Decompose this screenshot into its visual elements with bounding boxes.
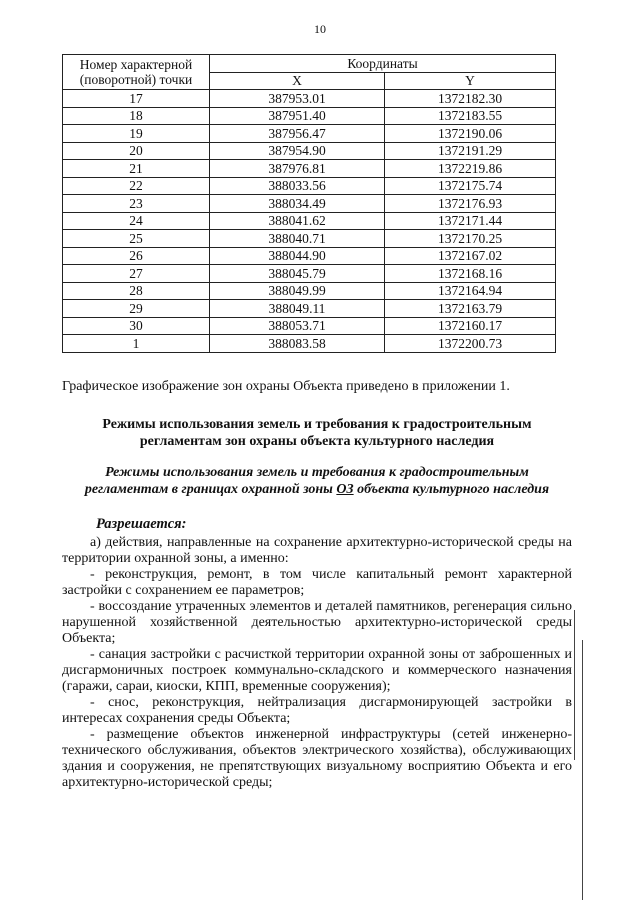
zone-code: ОЗ <box>336 482 354 497</box>
x-coordinate-cell: 388083.58 <box>210 335 385 353</box>
scan-margin-line <box>582 640 583 900</box>
point-number-cell: 18 <box>63 107 210 125</box>
point-number-cell: 30 <box>63 317 210 335</box>
x-coordinate-cell: 387976.81 <box>210 160 385 178</box>
table-row <box>63 282 556 300</box>
paragraph: а) действия, направленные на сохранение архитектурно-исторической среды на территории охранной зоны, а именно: <box>62 535 572 566</box>
section-heading: Режимы использования земель и требования к градостроительным регламентам зон охраны объекта культурного наследия <box>102 417 532 449</box>
y-coordinate-cell: 1372176.93 <box>385 195 556 213</box>
header-x: X <box>210 72 385 90</box>
table-row <box>63 125 556 143</box>
point-number-cell: 29 <box>63 300 210 318</box>
table-row <box>63 317 556 335</box>
y-coordinate-cell: 1372170.25 <box>385 230 556 248</box>
y-coordinate-cell: 1372219.86 <box>385 160 556 178</box>
x-coordinate-cell: 387956.47 <box>210 125 385 143</box>
table-row <box>63 177 556 195</box>
appendix-caption: Графическое изображение зон охраны Объекта приведено в приложении 1. <box>62 379 510 394</box>
y-coordinate-cell: 1372168.16 <box>385 265 556 283</box>
point-number-cell: 19 <box>63 125 210 143</box>
y-coordinate-cell: 1372182.30 <box>385 90 556 108</box>
allowed-list <box>62 535 572 791</box>
page-number: 10 <box>314 22 326 36</box>
point-number-cell: 20 <box>63 142 210 160</box>
table-row <box>63 107 556 125</box>
x-coordinate-cell: 388044.90 <box>210 247 385 265</box>
point-number-cell: 27 <box>63 265 210 283</box>
x-coordinate-cell: 387953.01 <box>210 90 385 108</box>
x-coordinate-cell: 388040.71 <box>210 230 385 248</box>
y-coordinate-cell: 1372160.17 <box>385 317 556 335</box>
y-coordinate-cell: 1372200.73 <box>385 335 556 353</box>
table-row <box>63 300 556 318</box>
table-row <box>63 335 556 353</box>
point-number-cell: 17 <box>63 90 210 108</box>
table-row <box>63 230 556 248</box>
y-coordinate-cell: 1372167.02 <box>385 247 556 265</box>
subsection-heading-text: Режимы использования земель и требования к градостроительным регламентам в границах охранной зоны <box>84 465 529 497</box>
x-coordinate-cell: 388045.79 <box>210 265 385 283</box>
x-coordinate-cell: 388033.56 <box>210 177 385 195</box>
point-number-cell: 25 <box>63 230 210 248</box>
header-point-number: Номер характерной (поворотной) точки <box>63 55 210 90</box>
table-row <box>63 195 556 213</box>
x-coordinate-cell: 388041.62 <box>210 212 385 230</box>
table-row <box>63 247 556 265</box>
x-coordinate-cell: 388049.99 <box>210 282 385 300</box>
paragraph: - воссоздание утраченных элементов и деталей памятников, регенерация сильно нарушенной хозяйственной деятельностью архитектурно-исторической среды Объекта; <box>62 599 572 646</box>
paragraph: - размещение объектов инженерной инфраструктуры (сетей инженерно-технического обслуживания, объектов электрического хозяйства), обслуживающих здания и сооружения, не препятствующих визуальному восприятию Объекта и его архитектурно-исторической среды; <box>62 727 572 790</box>
point-number-cell: 21 <box>63 160 210 178</box>
table-row <box>63 142 556 160</box>
subsection-heading <box>62 464 572 498</box>
x-coordinate-cell: 387951.40 <box>210 107 385 125</box>
point-number-cell: 24 <box>63 212 210 230</box>
point-number-cell: 28 <box>63 282 210 300</box>
point-number-cell: 26 <box>63 247 210 265</box>
allowed-label: Разрешается: <box>96 516 187 532</box>
x-coordinate-cell: 388049.11 <box>210 300 385 318</box>
table-row <box>63 160 556 178</box>
point-number-cell: 1 <box>63 335 210 353</box>
y-coordinate-cell: 1372164.94 <box>385 282 556 300</box>
table-row <box>63 212 556 230</box>
header-y: Y <box>385 72 556 90</box>
scan-margin-line <box>574 610 575 760</box>
paragraph: - реконструкция, ремонт, в том числе капитальный ремонт характерной застройки с сохранением ее параметров; <box>62 567 572 598</box>
table-row <box>63 90 556 108</box>
y-coordinate-cell: 1372163.79 <box>385 300 556 318</box>
y-coordinate-cell: 1372175.74 <box>385 177 556 195</box>
y-coordinate-cell: 1372171.44 <box>385 212 556 230</box>
paragraph: - санация застройки с расчисткой территории охранной зоны от заброшенных и дисгармоничных построек коммунально-складского и коммерческого назначения (гаражи, сараи, киоски, КПП, временные сооружения); <box>62 647 572 694</box>
subsection-heading-tail: объекта культурного наследия <box>353 482 550 497</box>
x-coordinate-cell: 388034.49 <box>210 195 385 213</box>
y-coordinate-cell: 1372191.29 <box>385 142 556 160</box>
point-number-cell: 23 <box>63 195 210 213</box>
coordinates-table <box>62 54 556 353</box>
table-row <box>63 265 556 283</box>
y-coordinate-cell: 1372190.06 <box>385 125 556 143</box>
paragraph: - снос, реконструкция, нейтрализация дисгармонирующей застройки в интересах сохранения среды Объекта; <box>62 695 572 726</box>
point-number-cell: 22 <box>63 177 210 195</box>
x-coordinate-cell: 387954.90 <box>210 142 385 160</box>
header-coordinates: Координаты <box>210 55 556 73</box>
y-coordinate-cell: 1372183.55 <box>385 107 556 125</box>
x-coordinate-cell: 388053.71 <box>210 317 385 335</box>
